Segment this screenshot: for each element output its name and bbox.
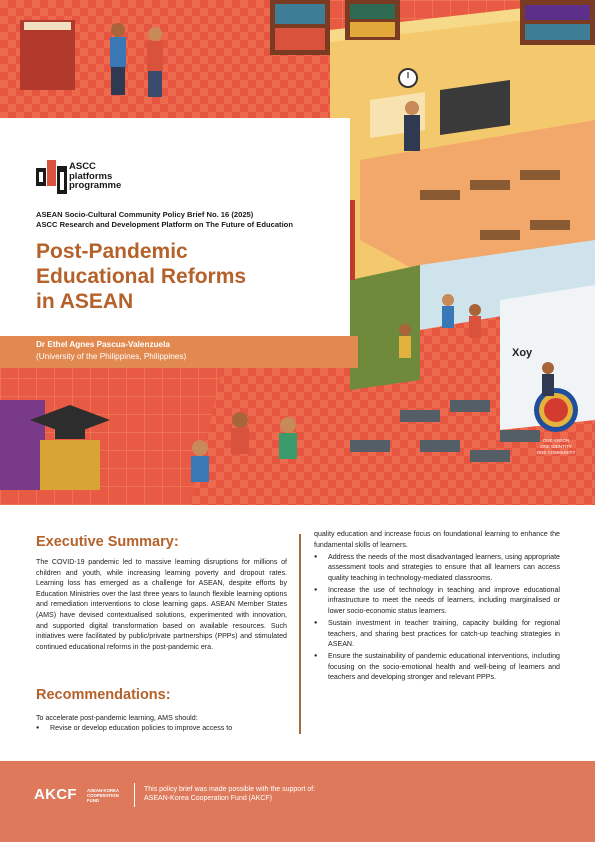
emblem-caption-3: ONE COMMUNITY — [536, 450, 576, 455]
emblem-caption-1: ONE VISION — [542, 438, 570, 443]
akcf-logo-subtext: ASEAN-KOREA COOPERATION FUND — [87, 788, 119, 803]
rd-logo-icon — [36, 160, 67, 194]
footer — [0, 761, 595, 842]
list-item: quality education and increase focus on foundational learning to enhance the fundamental skills of learners. — [314, 530, 560, 549]
recommendations-list-left — [36, 723, 287, 734]
logo-line-1: ASCC — [69, 161, 96, 172]
list-item: ● Revise or develop education policies to improve access to — [36, 723, 287, 734]
list-item: ● Address the needs of the most disadvantaged learners, using appropriate assessment tools and strategies to ensure that all learners can access quality teaching in technology-mediated classrooms. — [314, 552, 560, 584]
series-line-2: ASCC Research and Development Platform on The Future of Education — [36, 220, 293, 229]
recommendations-heading: Recommendations: — [36, 687, 171, 703]
recommendations-list-right — [314, 529, 560, 684]
list-item: ● Sustain investment in teacher training, capacity building for regional teachers, and sharing best practices for catch-up teaching strategies in ASEAN. — [314, 618, 560, 650]
author-name: Dr Ethel Agnes Pascua-Valenzuela — [36, 340, 170, 349]
title-card — [0, 118, 350, 336]
author-band — [0, 336, 358, 368]
executive-summary-text: The COVID-19 pandemic led to massive learning disruptions for millions of children and youth, while increasing learning poverty and dropout rates. Learning loss has emerged as a challenge for ASEAN, despite efforts by Education Ministries over the last three years to launch flexible learning options and remediation interventions to close learning gaps. ASEAN Member States (AMS) have devised contextualised solutions, experimented with innovation, and supported digital transformation based on available resources. Such initiatives were facilitated by public/private partnerships (PPPs) and stimulated continued educational reforms in the post-pandemic era. — [36, 558, 287, 651]
title-line-2: Educational Reforms — [36, 265, 247, 288]
footer-divider — [134, 783, 135, 807]
recommendations-intro: To accelerate post-pandemic learning, AMS should: — [36, 714, 198, 722]
footer-note — [144, 785, 374, 803]
page-title — [36, 239, 336, 314]
footer-note-line-1: This policy brief was made possible with the support of: — [144, 786, 316, 793]
ascc-platforms-logo — [36, 160, 156, 196]
board-text: Xoy — [512, 347, 533, 359]
akcf-logo-text: AKCF — [34, 786, 77, 803]
logo-line-2: platforms — [69, 170, 113, 182]
list-item: ● Increase the use of technology in teaching and improve educational infrastructure to meet the needs of learners, including marginalised or lower socio-economic status learners. — [314, 585, 560, 617]
emblem-caption-2: ONE IDENTITY — [540, 444, 572, 449]
title-line-3: in ASEAN — [36, 290, 134, 313]
list-item: ● Ensure the sustainability of pandemic educational interventions, including focusing on the socio-emotional health and well-being of learners and teachers and developing stronger and relevant PPPs. — [314, 651, 560, 683]
akcf-logo — [34, 785, 130, 807]
column-divider — [299, 534, 301, 734]
executive-summary-heading: Executive Summary: — [36, 534, 179, 550]
series-line-1: ASEAN Socio-Cultural Community Policy Brief No. 16 (2025) — [36, 210, 254, 219]
logo-line-3: programme — [69, 180, 122, 191]
policy-brief-series — [36, 210, 346, 230]
footer-note-line-2: ASEAN-Korea Cooperation Fund (AKCF) — [144, 795, 272, 802]
title-line-1: Post-Pandemic — [36, 240, 188, 263]
author-affiliation: (University of the Philippines, Philippines) — [36, 352, 187, 361]
